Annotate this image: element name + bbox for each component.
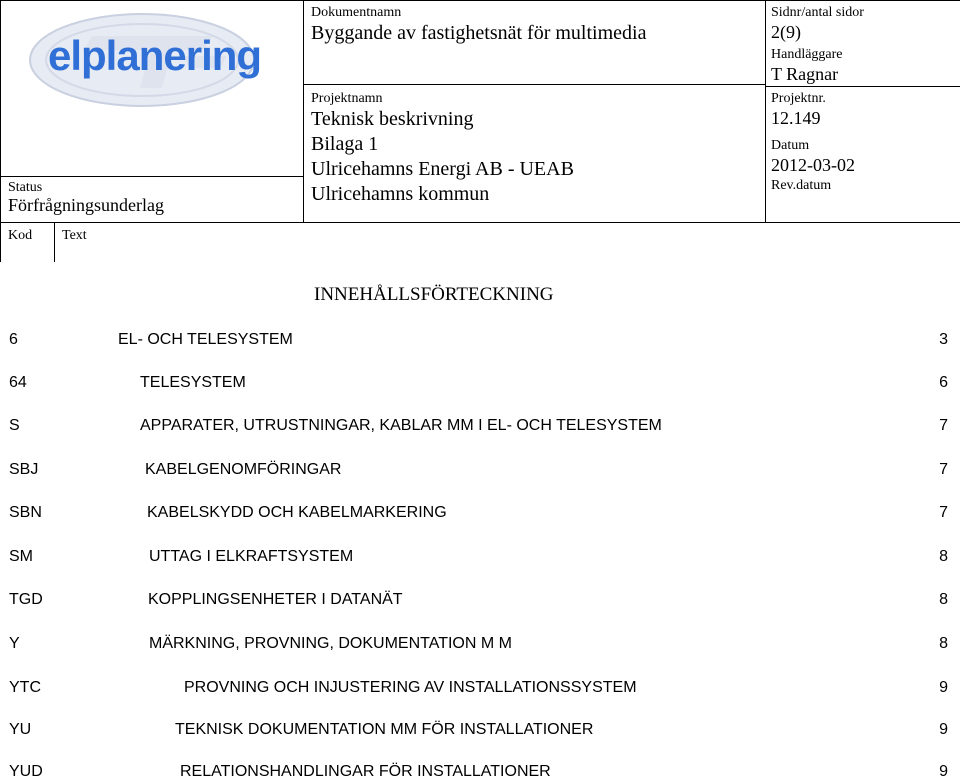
project-number-value: 12.149: [771, 108, 821, 128]
toc-page: 6: [939, 374, 948, 391]
project-name-line-2: Bilaga 1: [311, 133, 379, 155]
toc-title: APPARATER, UTRUSTNINGAR, KABLAR MM I EL- OCH TELESYSTEM: [140, 417, 662, 434]
status-label: Status: [8, 180, 43, 195]
header-divider-handler: [765, 86, 960, 87]
header-divider-status: [0, 176, 303, 177]
toc-code: YTC: [9, 679, 41, 696]
toc-title: KABELSKYDD OCH KABELMARKERING: [147, 504, 447, 521]
project-name-line-4: Ulricehamns kommun: [311, 183, 490, 205]
toc-code: S: [9, 417, 20, 434]
toc-row[interactable]: [0, 328, 960, 352]
document-name-value: Byggande av fastighetsnät för multimedia: [311, 22, 647, 44]
toc-code: SBN: [9, 504, 42, 521]
toc-page: 9: [939, 763, 948, 780]
page-count-value: 2(9): [771, 22, 801, 42]
page-count-label: Sidnr/antal sidor: [771, 5, 864, 20]
toc-title: PROVNING OCH INJUSTERING AV INSTALLATIONSSYSTEM: [184, 679, 637, 696]
toc-title: TELESYSTEM: [140, 374, 246, 391]
text-label: Text: [62, 228, 87, 243]
project-name-line-1: Teknisk beskrivning: [311, 108, 474, 130]
toc-row[interactable]: [0, 371, 960, 395]
project-name-label: Projektnamn: [311, 91, 383, 106]
header-divider-docname: [303, 84, 765, 85]
toc-title: KOPPLINGSENHETER I DATANÄT: [148, 591, 403, 608]
toc-heading: INNEHÅLLSFÖRTECKNING: [314, 284, 554, 305]
date-label: Datum: [771, 138, 810, 153]
toc-page: 3: [939, 331, 948, 348]
logo-text: elplanering: [48, 32, 262, 79]
toc-title: MÄRKNING, PROVNING, DOKUMENTATION M M: [149, 635, 512, 652]
toc-page: 8: [939, 635, 948, 652]
header-divider-1: [303, 0, 304, 222]
toc-code: SM: [9, 548, 33, 565]
toc-page: 7: [939, 504, 948, 521]
kod-text-divider: [54, 222, 55, 262]
toc-title: UTTAG I ELKRAFTSYSTEM: [149, 548, 354, 565]
toc-code: Y: [9, 635, 20, 652]
project-number-label: Projektnr.: [771, 91, 826, 106]
toc-page: 9: [939, 679, 948, 696]
toc-page: 7: [939, 461, 948, 478]
toc-row[interactable]: [0, 545, 960, 569]
document-name-label: Dokumentnamn: [311, 5, 402, 20]
toc-row[interactable]: [0, 588, 960, 612]
elplanering-logo: [22, 6, 270, 114]
toc-code: TGD: [9, 591, 43, 608]
toc-row[interactable]: [0, 760, 960, 784]
toc-row[interactable]: [0, 632, 960, 656]
toc-row[interactable]: [0, 718, 960, 742]
status-value: Förfrågningsunderlag: [8, 195, 164, 215]
toc-title: RELATIONSHANDLINGAR FÖR INSTALLATIONER: [180, 763, 551, 780]
toc-row[interactable]: [0, 676, 960, 700]
header-top-border: [0, 0, 960, 1]
header-divider-bottom: [0, 222, 960, 223]
kod-label: Kod: [8, 228, 33, 243]
toc-code: YU: [9, 721, 32, 738]
toc-page: 8: [939, 591, 948, 608]
handler-value: T Ragnar: [771, 64, 839, 84]
toc-page: 9: [939, 721, 948, 738]
toc-page: 8: [939, 548, 948, 565]
handler-label: Handläggare: [771, 47, 843, 62]
toc-title: TEKNISK DOKUMENTATION MM FÖR INSTALLATIONER: [175, 721, 594, 738]
rev-date-label: Rev.datum: [771, 178, 832, 193]
toc-code: YUD: [9, 763, 43, 780]
toc-page: 7: [939, 417, 948, 434]
date-value: 2012-03-02: [771, 155, 855, 175]
toc-title: KABELGENOMFÖRINGAR: [145, 461, 342, 478]
header-divider-2: [765, 0, 766, 222]
toc-title: EL- OCH TELESYSTEM: [118, 331, 293, 348]
toc-code: SBJ: [9, 461, 39, 478]
toc-row[interactable]: [0, 414, 960, 438]
toc-code: 64: [9, 374, 27, 391]
toc-code: 6: [9, 331, 18, 348]
toc-row[interactable]: [0, 458, 960, 482]
toc-row[interactable]: [0, 501, 960, 525]
project-name-line-3: Ulricehamns Energi AB - UEAB: [311, 158, 574, 180]
